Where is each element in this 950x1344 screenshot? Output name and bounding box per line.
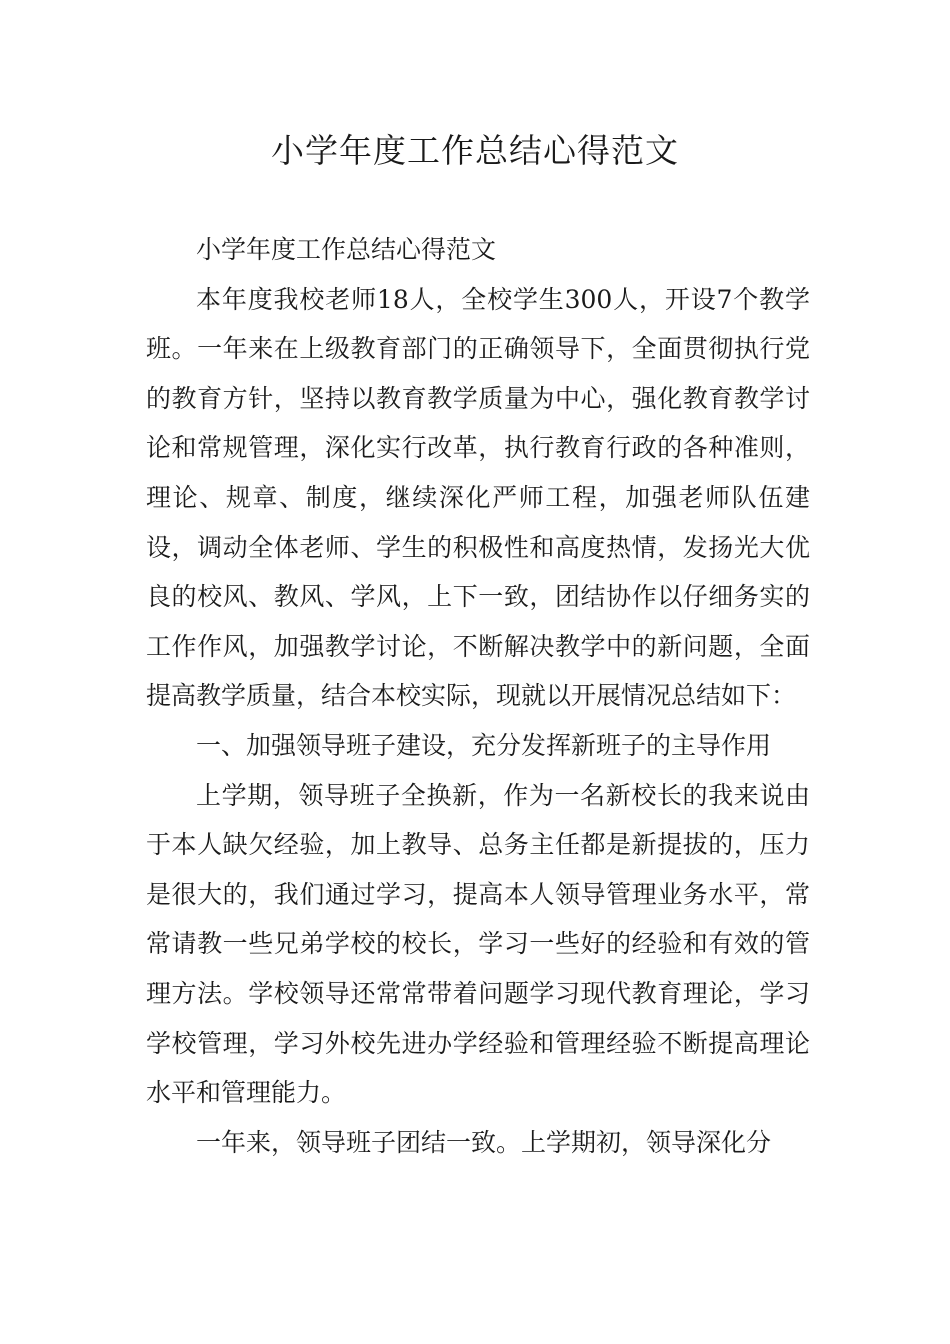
document-body — [146, 225, 810, 1167]
paragraph-intro: 本年度我校老师18人，全校学生300人，开设7个教学班。一年来在上级教育部门的正确领导下，全面贯彻执行党的教育方针，坚持以教育教学质量为中心，强化教育教学讨论和常规管理，深化实行改革，执行教育行政的各种准则，理论、规章、制度，继续深化严师工程，加强老师队伍建设，调动全体老师、学生的积极性和高度热情，发扬光大优良的校风、教风、学风，上下一致，团结协作以仔细务实的工作作风，加强教学讨论，不断解决教学中的新问题，全面提高教学质量，结合本校实际，现就以开展情况总结如下： — [146, 284, 810, 711]
document-title: 小学年度工作总结心得范文 — [271, 131, 679, 170]
paragraph-section-1: 上学期，领导班子全换新，作为一名新校长的我来说由于本人缺欠经验，加上教导、总务主任都是新提拔的，压力是很大的，我们通过学习，提高本人领导管理业务水平，常常请教一些兄弟学校的校长，学习一些好的经验和有效的管理方法。学校领导还常常带着问题学习现代教育理论，学习学校管理，学习外校先进办学经验和管理经验不断提高理论水平和管理能力。 — [146, 780, 810, 1108]
paragraph-section-1-cont: 一年来，领导班子团结一致。上学期初，领导深化分 — [196, 1127, 772, 1157]
section-heading-1: 一、加强领导班子建设，充分发挥新班子的主导作用 — [196, 730, 772, 760]
paragraph-subtitle: 小学年度工作总结心得范文 — [196, 235, 497, 264]
